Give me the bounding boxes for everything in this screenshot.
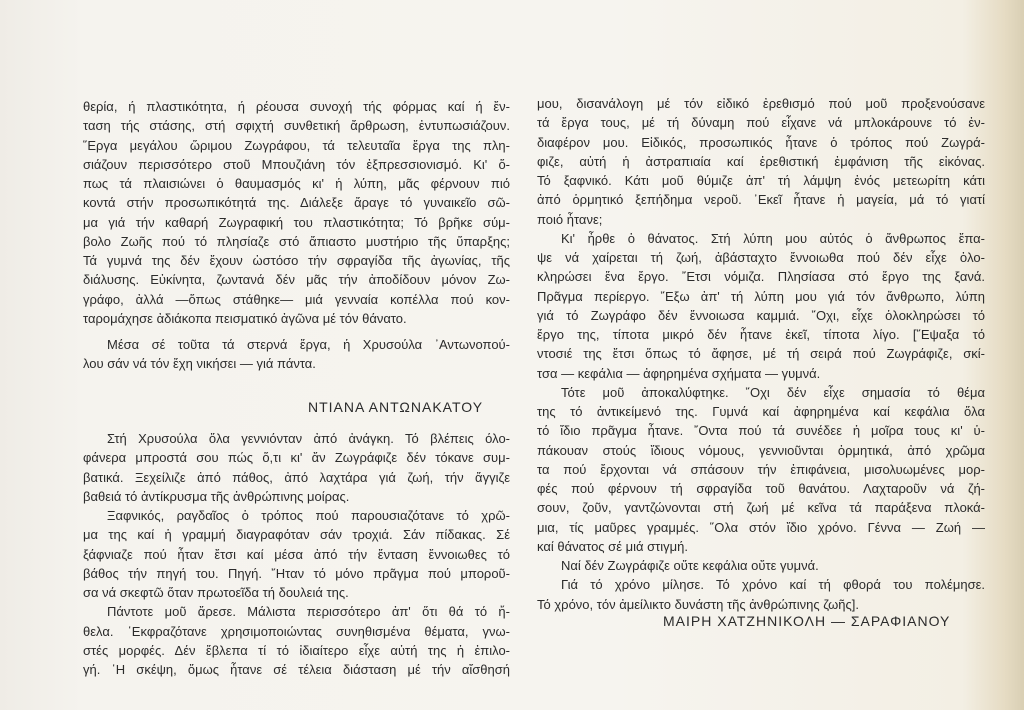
text-line: Τότε μοῦ ἀποκαλύφτηκε. ῎Οχι δέν εἶχε σημασία τό θέμα — [561, 384, 985, 400]
text-line: σουν, ζοῦν, γαντζώνονται στή ζωή μέ κεῖνα τά παράξενα πλοκά- — [537, 500, 985, 516]
text-line: πως τά πλαισιώνει ὁ θαυμασμός κι' ἡ λύπη, μᾶς φέρνουν πιό — [83, 176, 510, 191]
text-line: Τά γυμνά της δέν ἔχουν ὡστόσο τήν σφραγίδα τῆς ἀγωνίας, τῆς — [83, 253, 510, 268]
text-line: βάθος τήν πηγή του. Πηγή. ῎Ηταν τό μόνο πρᾶγμα πού μποροῦ- — [83, 565, 510, 581]
text-line: μα γιά τήν καθαρή Ζωγραφική του πλαστικότητα; Τό βρῆκε σύμ- — [83, 214, 510, 230]
text-line: κληρώσει ἕνα ἔργο. ῎Ετσι νόμιζα. Πλησίασα στό ἔργο της ξανά. — [537, 269, 985, 285]
author-signature-right: ΜΑΙΡΗ ΧΑΤΖΗΝΙΚΟΛΗ — ΣΑΡΑΦΙΑΝΟΥ — [663, 613, 951, 629]
text-line: σιάζουν περισσότερο στοῦ Μπουζιάνη τόν ἐξπρεσσιονισμό. Κι' ὅ- — [83, 156, 510, 172]
text-line: πάκουαν στούς ἴδιους νόμους, γεννιοῦνται ὁρμητικά, ἀπό χρῶμα — [537, 442, 985, 458]
text-line: Γιά τό χρόνο μίλησε. Τό χρόνο καί τή φθορά του πολέμησε. — [561, 577, 985, 593]
text-line: διαφέρον μου. Εἰδικός, προσωπικός ἦτανε ὁ τρόπος πού Ζωγρά- — [537, 134, 985, 150]
text-line: ταρομάχησε ἀδιάκοπα πεισματικό ἀγῶνα μέ τόν θάνατο. — [83, 310, 407, 326]
text-line: Ναί δέν Ζωγράφιζε οὔτε κεφάλια οὔτε γυμνά. — [561, 558, 819, 573]
text-line: ντοσιέ της ἔτσι ὅπως τό ἄφησε, μέ τή σειρά πού Ζωγράφιζε, σκί- — [537, 346, 985, 362]
text-line: μια, τίς μαῦρες γραμμές. ῞Ολα στόν ἴδιο χρόνο. Γέννα — Ζωή — — [537, 519, 985, 535]
text-line: τσα — κεφάλια — ἀφηρημένα σχήματα — γυμνά. — [537, 365, 821, 381]
text-line: τά ἔργα τους, μέ τή δύναμη πού εἶχανε νά μπλοκάρουνε τό ἐν- — [537, 115, 985, 131]
left-column-text-top — [83, 97, 510, 374]
text-line: Πρᾶγμα περίεργο. ῎Εξω ἀπ' τή λύπη μου γιά τόν ἄνθρωπο, λύπη — [537, 288, 985, 304]
left-column-text-bottom — [83, 429, 510, 679]
text-line: ποιό ἦτανε; — [537, 211, 603, 227]
paragraph-gap — [83, 328, 510, 335]
text-line: γράφο, ἀλλά —ὅπως στάθηκε— μιά γενναία κοπέλλα πού κον- — [83, 291, 510, 307]
text-line: φάνερα μπροστά σου πώς ὅ,τι κι' ἄν Ζωγράφιζε δέν τόκανε συμ- — [83, 450, 510, 466]
text-line: φιζε, αὐτή ἡ ἀστραπιαία καί ἐρεθιστική ἐμφάνιση τῆς εἰκόνας. — [537, 153, 985, 169]
text-line: γή. ῾Η σκέψη, ὅμως ἦτανε σέ τέλεια διάσταση μέ τήν αἴσθησή — [83, 662, 510, 677]
text-line: καί θάνατος σέ μιά στιγμή. — [537, 538, 688, 554]
text-line: μα της καί ἡ γραμμή διαγραφόταν σάν τροχιά. Σάν πίδακας. Σέ — [83, 527, 510, 543]
text-line: ταση τής στάσης, στή σφιχτή συνθετική ἄρθρωση, ἐντυπωσιάζουν. — [83, 118, 510, 134]
text-line: Τό ξαφνικό. Κάτι μοῦ θύμιζε ἀπ' τή λάμψη ἑνός μετεωρίτη κάτι — [537, 173, 985, 188]
text-line: ἔργο της, τίποτα μικρό δέν ἦτανε ἐκεῖ, τίποτα λίγο. [῎Εψαξα τό — [537, 327, 985, 342]
text-line: διάλυσης. Εὐκίνητα, ζωντανά δέν μᾶς τήν ἀποδίδουν μόνον Ζω- — [83, 272, 510, 288]
text-line: στές μορφές. Δέν ἔβλεπα τί τό ἰδιαίτερο εἶχε αὐτή της ἡ ἐπιλο- — [83, 642, 510, 658]
text-line: μου, δισανάλογη μέ τόν εἰδικό ἐρεθισμό πού μοῦ προξενούσανε — [537, 96, 985, 111]
text-line: κοντά στήν προσωπικότητά της. Διάλεξε ἄραγε τό γυναικεῖο σῶ- — [83, 195, 510, 211]
text-line: Στή Χρυσούλα ὅλα γεννιόνταν ἀπό ἀνάγκη. Τό βλέπεις όλο- — [107, 431, 510, 446]
text-line: της τό ἀντικείμενό της. Γυμνά καί ἀφηρημένα καί κεφάλια ὅλα — [537, 404, 985, 419]
right-column-text — [537, 94, 985, 614]
text-line: θερία, ή πλαστικότητα, ή ρέουσα συνοχή τής φόρμας καί ή ἔν- — [83, 99, 510, 114]
text-line: βαθειά τό ἀντίκρυσμα τῆς ἀνθρώπινης μοίρας. — [83, 488, 350, 504]
text-line: βατικά. Ξεχείλιζε ἀπό πάθος, ἀπό λαχτάρα γιά ζωή, τήν ἄγγιζε — [83, 469, 510, 485]
text-line: Ξαφνικός, ραγδαῖος ὁ τρόπος πού παρουσιαζότανε τό χρῶ- — [107, 508, 510, 523]
text-line: Πάντοτε μοῦ ἄρεσε. Μάλιστα περισσότερο ἀπ' ὅτι θά τό ἤ- — [107, 604, 510, 620]
text-line: φές πού φέρνουν τή σφραγίδα τοῦ θανάτου. Λαχταροῦν νά ζή- — [537, 481, 985, 496]
text-line: βολο Ζωῆς πού τό πλησίαζε στό ἄπιαστο μυστήριο τῆς ὕπαρξης; — [83, 233, 510, 249]
text-line: γιά τό Ζωγράφο δέν ἔννοιωσα καμμιά. ῎Οχι, εἶχε ὁλοκληρώσει τό — [537, 307, 985, 323]
text-line: ψε νά χαίρεται τή ζωή, ἀβάσταχτο ἔννοιωθα πού δέν εἶχε ὁλο- — [537, 250, 985, 265]
text-line: τα πού ἔρχονται νά σπάσουν τήν ἐπιφάνεια, μισολυωμένες μορ- — [537, 461, 985, 477]
text-line: λου σάν νά τόν ἔχη νικήσει — γιά πάντα. — [83, 356, 316, 372]
author-signature-left: ΝΤΙΑΝΑ ΑΝΤΩΝΑΚΑΤΟΥ — [308, 399, 484, 415]
text-line: σα νά σκεφτῶ ὅταν πρωτοεῖδα τή δουλειά της. — [83, 585, 349, 600]
text-line: θελα. ῾Εκφραζότανε χρησιμοποιώντας συνηθισμένα θέματα, γνω- — [83, 623, 510, 639]
text-line: Μέσα σέ τοῦτα τά στερνά ἔργα, ἡ Χρυσούλα ᾿Αντωνοπού- — [107, 337, 510, 352]
text-line: Τό χρόνο, τόν ἀμείλικτο δυνάστη τῆς ἀνθρώπινης ζωῆς]. — [537, 596, 860, 612]
text-line: Κι' ἦρθε ὁ θάνατος. Στή λύπη μου αὐτός ὁ ἄνθρωπος ἔπα- — [561, 230, 985, 246]
text-line: ῞Εργα μεγάλου ὥριμου Ζωγράφου, τά τελευταῖα ἔργα της πλη- — [83, 137, 510, 153]
text-line: ξάφνιαζε πού ἦταν ἔτσι καί μέσα ἀπό τήν ἔνταση ἔννοιωθες τό — [83, 546, 510, 562]
text-line: ἀπό ὁρμητικό ξεπήδημα νεροῦ. ᾿Εκεῖ ἦτανε ἡ μαγεία, μά τό γιατί — [537, 192, 985, 208]
text-line: τό ἴδιο πρᾶγμα ἦτανε. ῎Οντα πού τά συνέδεε ἡ μοῖρα τους κι' ὑ- — [537, 423, 985, 439]
